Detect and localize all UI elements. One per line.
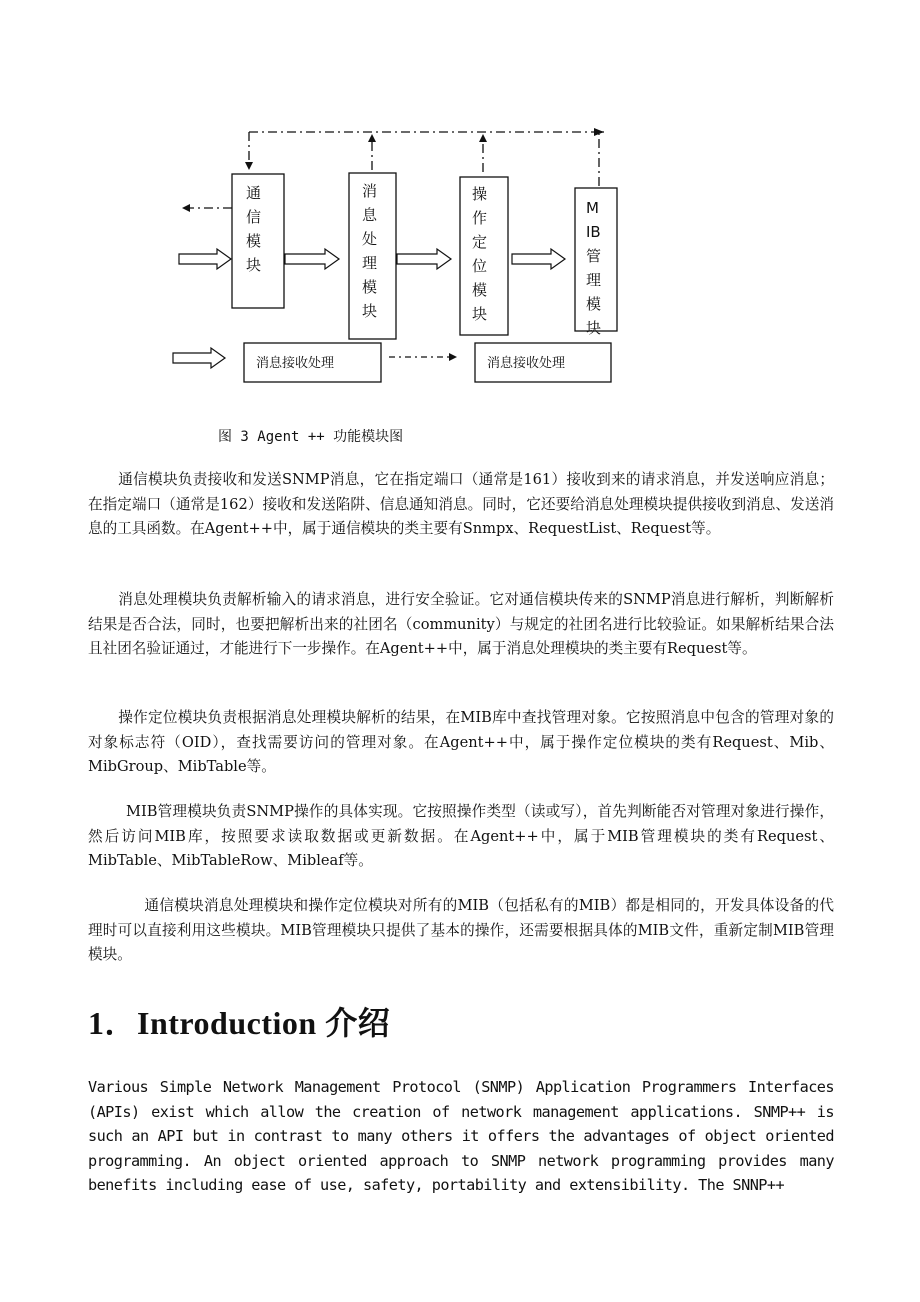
module-char: 理 <box>362 254 378 272</box>
module-char: 息 <box>362 206 378 224</box>
legend-arrow <box>173 348 225 368</box>
module-char: M <box>586 199 599 217</box>
module-char: 处 <box>362 230 378 248</box>
module-char: 模 <box>246 232 262 250</box>
module-char: 作 <box>472 209 488 227</box>
module-char: 管 <box>586 247 602 265</box>
module-char: 定 <box>472 233 488 251</box>
module-char: 消 <box>362 182 378 200</box>
paragraph-msg-module: 消息处理模块负责解析输入的请求消息，进行安全验证。它对通信模块传来的SNMP消息进行解析，判断解析结果是否合法，同时，也要把解析出来的社团名（community）与规定的社团名进行比较验证。如果解析结果合法且社团名验证通过，才能进行下一步操作。在Agent++中，属于消息处理模块的类主要有Request等。 <box>88 591 834 657</box>
module-char: 块 <box>586 319 602 337</box>
module-char: 模 <box>472 281 488 299</box>
module-char: 信 <box>246 208 262 226</box>
module-char: 块 <box>246 256 262 274</box>
module-char: 理 <box>586 271 602 289</box>
paragraph-mib-module: MIB管理模块负责SNMP操作的具体实现。它按照操作类型（读或写），首先判断能否对管理对象进行操作，然后访问MIB库，按照要求读取数据或更新数据。在Agent++中，属于MIB管理模块的类有Request、MibTable、MibTableRow、Mibleaf等。 <box>88 803 834 869</box>
module-char: 操 <box>472 185 488 203</box>
feedback-lines <box>249 132 604 186</box>
section-title: Introduction 介绍 <box>137 1005 391 1041</box>
module-char: 块 <box>472 305 488 323</box>
arrow-msg-to-op <box>397 249 451 269</box>
paragraph-comm-module: 通信模块负责接收和发送SNMP消息，它在指定端口（通常是161）接收到来的请求消息，并发送响应消息；在指定端口（通常是162）接收和发送陷阱、信息通知消息。同时，它还要给消息处理模块提供接收到消息、发送消息的工具函数。在Agent++中，属于通信模块的类主要有Snmpx、RequestList、Request等。 <box>88 471 834 537</box>
arrow-op-to-mib <box>512 249 565 269</box>
figure-caption: 图 3 Agent ++ 功能模块图 <box>218 429 404 445</box>
module-char: 通 <box>246 184 262 202</box>
agent-module-diagram <box>0 0 920 420</box>
module-char: 模 <box>586 295 602 313</box>
paragraph-summary: 通信模块消息处理模块和操作定位模块对所有的MIB（包括私有的MIB）都是相同的，开发具体设备的代理时可以直接利用这些模块。MIB管理模块只提供了基本的操作，还需要根据具体的MIB文件，重新定制MIB管理模块。 <box>88 897 834 963</box>
module-char: 位 <box>472 257 488 275</box>
recv-box-1-label: 消息接收处理 <box>256 356 335 371</box>
paragraph-op-module: 操作定位模块负责根据消息处理模块解析的结果，在MIB库中查找管理对象。它按照消息中包含的管理对象的对象标志符（OID），查找需要访问的管理对象。在Agent++中，属于操作定位模块的类有Request、Mib、MibGroup、MibTable等。 <box>88 709 834 775</box>
module-char: 块 <box>362 302 378 320</box>
input-arrow <box>179 249 231 269</box>
module-char: 模 <box>362 278 378 296</box>
section-heading <box>88 998 390 1044</box>
recv-box-2-label: 消息接收处理 <box>487 356 566 371</box>
arrow-comm-to-msg <box>285 249 339 269</box>
module-char: IB <box>586 223 601 241</box>
section-number: 1． <box>88 1005 138 1041</box>
intro-paragraph: Various Simple Network Management Protocol (SNMP) Application Programmers Interfaces (APIs) exist which allow the creation of network management applications. SNMP++ is such an API but in contrast to many others it offers the advantages of object oriented programming. An object oriented approach to SNMP network programming provides many benefits including ease of use, safety, portability and extensibility. The SNNP++ <box>88 1078 834 1194</box>
